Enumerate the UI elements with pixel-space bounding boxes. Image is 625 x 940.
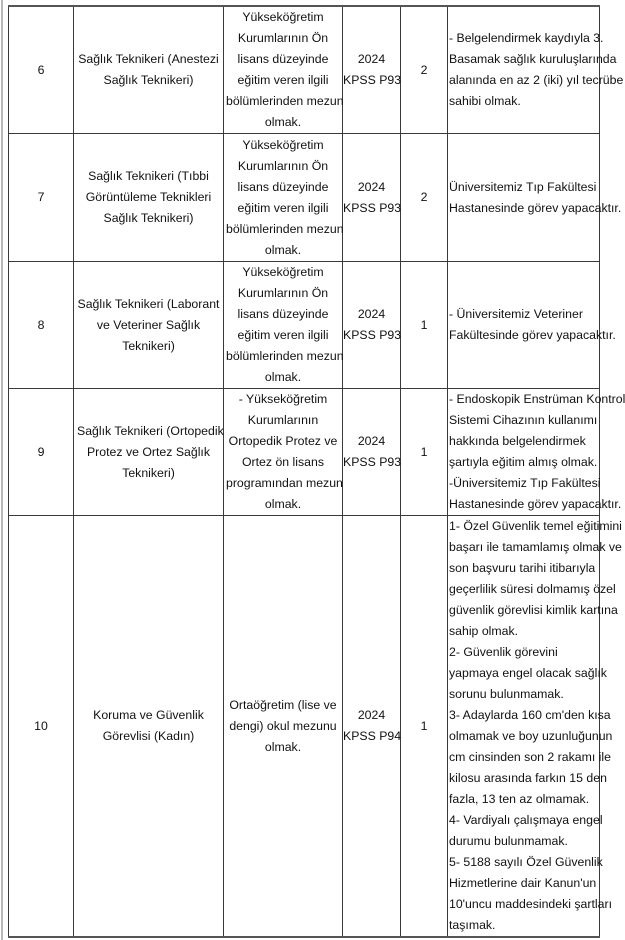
position-title-line: Sağlık Teknikeri (Tıbbi: [88, 169, 209, 183]
requirement-line: 10'uncu maddesindeki şartları: [449, 897, 612, 911]
kpss-score-type-cell: [343, 262, 401, 389]
requirement-line: 4- Vardiyalı çalışmaya engel: [449, 813, 603, 827]
requirement-line: Fakültesinde görev yapacaktır.: [449, 328, 616, 342]
education-line: eğitim veren ilgili: [237, 328, 329, 342]
requirement-line: 5- 5188 sayılı Özel Güvenlik: [449, 855, 603, 869]
education-line: - Yükseköğretim: [238, 392, 328, 406]
education-line: Ortez ön lisans: [241, 455, 324, 469]
requirement-line: Hastanesinde görev yapacaktır.: [449, 200, 622, 215]
education-line: lisans düzeyinde: [237, 179, 329, 194]
requirement-line: Üniversitemiz Tıp Fakültesi: [449, 179, 597, 194]
position-title-cell: [74, 6, 224, 134]
education-line: programından mezun: [226, 476, 343, 490]
special-requirements-cell: [448, 516, 622, 938]
requirement-line: geçerlilik süresi dolmamış özel: [449, 582, 616, 596]
requirement-line: yapmaya engel olacak sağlık: [449, 666, 607, 680]
education-line: olmak.: [264, 370, 302, 384]
special-requirements-cell: [448, 262, 616, 389]
education-line: Yükseköğretim: [242, 10, 324, 24]
position-table: [8, 5, 625, 938]
requirement-line: fazla, 13 ten az olmamak.: [449, 792, 590, 806]
position-title-line: Sağlık Teknikeri (Anestezi: [78, 52, 219, 66]
requirement-line: şartıyla eğitim almış olmak.: [449, 455, 598, 469]
position-title-line: Teknikeri): [122, 338, 175, 353]
table-row: [9, 262, 600, 389]
requirement-line: 2- Güvenlik görevini: [449, 645, 558, 659]
requirement-line: sorunu bulunmamak.: [449, 687, 564, 701]
kpss-line: KPSS P93: [343, 73, 402, 87]
requirement-line: olmamak ve boy uzunluğunun: [449, 729, 613, 743]
position-count-cell: [401, 389, 448, 516]
requirement-line: - Endoskopik Enstrüman Kontrol: [449, 392, 625, 406]
education-requirement-cell: [224, 134, 343, 262]
table-row: [9, 134, 600, 262]
position-table-body: [9, 6, 625, 937]
position-title-cell: [74, 516, 224, 938]
education-line: Kurumlarının Ön: [237, 31, 329, 45]
position-title-line: Sağlık Teknikeri (Ortopedik: [77, 423, 224, 438]
education-requirement-cell: [224, 6, 343, 134]
position-number: 7: [37, 190, 45, 204]
position-count-cell: [401, 134, 448, 262]
position-count-cell: [401, 6, 448, 134]
requirement-line: Sistemi Cihazının kullanımı: [449, 413, 598, 427]
requirement-line: - Belgelendirmek kaydıyla 3.: [449, 31, 604, 45]
education-line: Kurumlarının: [247, 413, 319, 427]
table-row: [9, 516, 600, 938]
requirement-line: 3- Adaylarda 160 cm'den kısa: [449, 708, 611, 722]
kpss-line: KPSS P93: [343, 200, 402, 215]
requirement-line: durumu bulunmamak.: [449, 834, 568, 848]
education-line: bölümlerinden mezun: [226, 94, 344, 108]
table-row: [9, 6, 600, 134]
kpss-line: KPSS P93: [343, 455, 402, 469]
position-title-line: Protez ve Ortez Sağlık: [86, 444, 211, 459]
position-number-cell: [9, 389, 74, 516]
position-number: 8: [37, 317, 45, 332]
education-line: Ortopedik Protez ve: [228, 434, 338, 448]
position-count: 2: [420, 190, 428, 204]
position-title-line: Teknikeri): [122, 465, 175, 480]
position-title-line: Sağlık Teknikeri): [103, 73, 194, 87]
requirement-line: Basamak sağlık kuruluşlarında: [449, 52, 617, 66]
education-line: lisans düzeyinde: [237, 307, 329, 321]
position-title-line: Görüntüleme Teknikleri: [85, 190, 212, 204]
position-title-cell: [74, 134, 224, 262]
kpss-line: KPSS P94: [343, 729, 402, 743]
position-number: 6: [37, 62, 45, 77]
education-line: olmak.: [264, 115, 302, 129]
requirement-line: - Üniversitemiz Veteriner: [449, 307, 583, 321]
position-number-cell: [9, 516, 74, 938]
requirement-line: taşımak.: [449, 918, 496, 932]
requirement-line: başarı ile tamamlamış olmak ve: [449, 540, 622, 554]
requirement-line: son başvuru tarihi itibarıyla: [449, 561, 596, 575]
education-line: eğitim veren ilgili: [237, 200, 329, 215]
requirement-line: sahibi olmak.: [449, 94, 521, 108]
position-title-cell: [74, 262, 224, 389]
position-count: 2: [420, 62, 428, 77]
education-requirement-cell: [224, 516, 343, 938]
education-line: bölümlerinden mezun: [226, 349, 344, 363]
position-count-cell: [401, 516, 448, 938]
education-line: dengi) okul mezunu: [229, 718, 337, 733]
kpss-score-type-cell: [343, 389, 401, 516]
education-line: olmak.: [264, 242, 302, 257]
requirement-line: hakkında belgelendirmek: [449, 434, 586, 448]
position-title-line: Görevlisi (Kadın): [102, 729, 195, 743]
kpss-score-type-cell: [343, 6, 401, 134]
requirement-line: -Üniversitemiz Tıp Fakültesi: [449, 476, 601, 490]
education-line: olmak.: [264, 497, 302, 511]
position-number-cell: [9, 262, 74, 389]
position-count: 1: [420, 718, 428, 733]
requirement-line: kilosu arasında farkın 15 den: [449, 771, 607, 785]
kpss-score-type-cell: [343, 134, 401, 262]
position-number: 9: [37, 444, 45, 459]
education-line: Yükseköğretim: [242, 265, 324, 279]
requirement-line: sahip olmak.: [449, 624, 519, 638]
education-line: bölümlerinden mezun: [226, 221, 344, 236]
requirement-line: Hastanesinde görev yapacaktır.: [449, 497, 622, 511]
special-requirements-cell: [448, 389, 625, 516]
education-line: Ortaöğretim (lise ve: [229, 697, 337, 712]
table-row: [9, 389, 600, 516]
requirement-line: güvenlik görevlisi kimlik kartına: [449, 603, 618, 617]
education-line: olmak.: [264, 739, 302, 754]
education-line: lisans düzeyinde: [237, 52, 329, 66]
position-title-line: Sağlık Teknikeri (Laborant: [77, 296, 220, 311]
special-requirements-cell: [448, 134, 622, 262]
kpss-line: KPSS P93: [343, 328, 402, 342]
position-count: 1: [420, 444, 428, 459]
position-count: 1: [420, 317, 428, 332]
position-count-cell: [401, 262, 448, 389]
requirement-line: 1- Özel Güvenlik temel eğitimini: [449, 519, 622, 533]
kpss-line: 2024: [357, 179, 386, 194]
education-line: Yükseköğretim: [242, 137, 324, 152]
position-title-line: Koruma ve Güvenlik: [93, 708, 204, 722]
requirement-line: Hizmetlerine dair Kanun'un: [449, 876, 597, 890]
education-requirement-cell: [224, 389, 343, 516]
education-requirement-cell: [224, 262, 343, 389]
education-line: eğitim veren ilgili: [237, 73, 329, 87]
position-number-cell: [9, 134, 74, 262]
requirement-line: alanında en az 2 (iki) yıl tecrübe: [449, 73, 624, 87]
kpss-line: 2024: [357, 434, 386, 448]
education-line: Kurumlarının Ön: [237, 158, 329, 173]
position-number-cell: [9, 6, 74, 134]
kpss-score-type-cell: [343, 516, 401, 938]
special-requirements-cell: [448, 6, 624, 134]
requirement-line: cm cinsinden son 2 rakamı ile: [449, 750, 611, 764]
position-title-cell: [74, 389, 224, 516]
page-left-edge: [1, 0, 3, 940]
kpss-line: 2024: [357, 52, 386, 66]
education-line: Kurumlarının Ön: [237, 286, 329, 300]
position-title-line: Sağlık Teknikeri): [103, 211, 194, 225]
kpss-line: 2024: [357, 307, 386, 321]
position-number: 10: [34, 718, 48, 733]
position-title-line: ve Veteriner Sağlık: [96, 317, 201, 332]
kpss-line: 2024: [357, 708, 386, 722]
